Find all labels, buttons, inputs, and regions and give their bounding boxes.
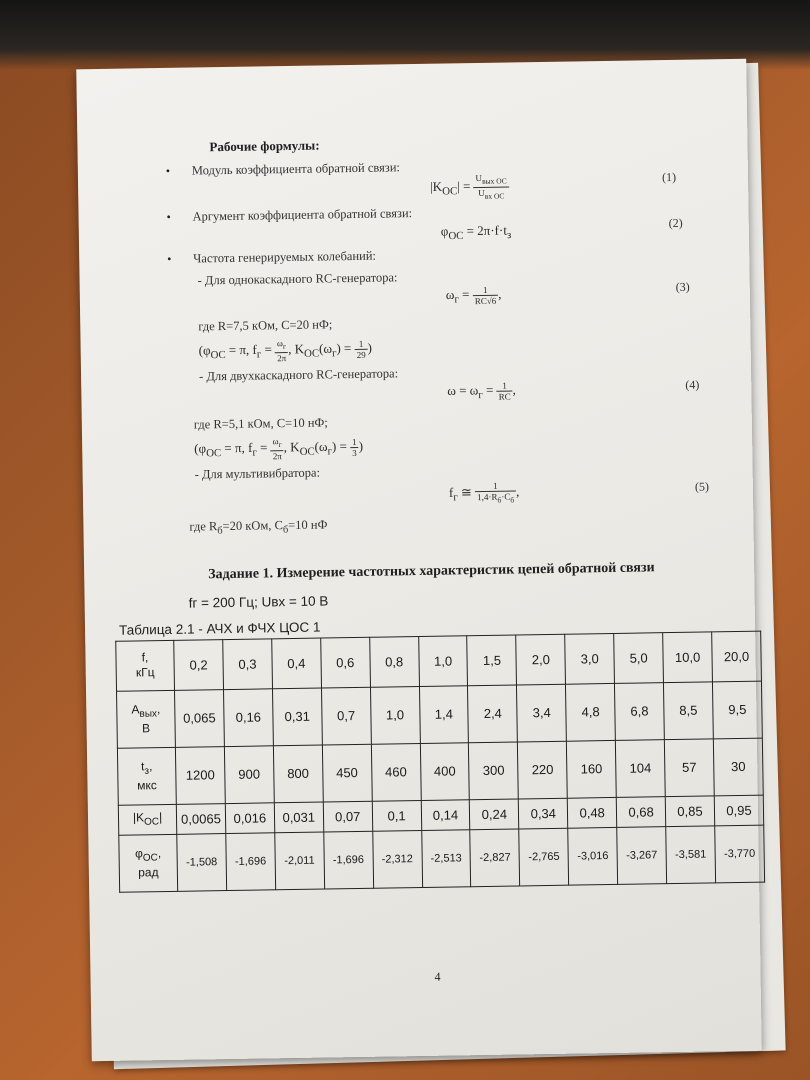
bullet-feedback-modulus: Модуль коэффициента обратной связи: bbox=[191, 160, 401, 178]
bullet-dot-icon: • bbox=[165, 163, 171, 178]
table-cell: 10,0 bbox=[663, 632, 713, 683]
formula-2-number: (2) bbox=[668, 215, 683, 231]
table-cell: -2,827 bbox=[470, 829, 520, 887]
formula-3: $\omega_г$ = $\frac{1}{RC√6}$ , bbox=[445, 284, 502, 307]
table-cell: 0,016 bbox=[225, 803, 274, 834]
bullet-dot-icon: • bbox=[166, 209, 171, 224]
table-row bbox=[119, 825, 765, 892]
frequency-response-table bbox=[115, 631, 765, 893]
table-cell: -2,513 bbox=[421, 830, 471, 888]
table-cell: 0,065 bbox=[175, 690, 225, 748]
table-cell: -3,267 bbox=[617, 827, 667, 885]
table-cell: 8,5 bbox=[664, 682, 714, 740]
table-cell: 0,3 bbox=[223, 639, 273, 690]
table-cell: 1,0 bbox=[418, 636, 468, 687]
table-cell: -2,312 bbox=[372, 830, 422, 888]
table-cell: 0,16 bbox=[223, 689, 273, 747]
table-cell: 0,85 bbox=[665, 796, 714, 827]
row-header-frequency: f, кГц bbox=[116, 640, 175, 691]
table-cell: -2,011 bbox=[275, 832, 325, 890]
table-cell: -3,770 bbox=[715, 825, 765, 883]
task-1-params: fг = 200 Гц; Uвх = 10 В bbox=[188, 593, 329, 611]
table-cell: 0,24 bbox=[470, 799, 519, 830]
table-cell: -1,508 bbox=[177, 834, 227, 892]
table-cell: 0,6 bbox=[320, 637, 370, 688]
table-cell: 450 bbox=[322, 744, 372, 802]
table-cell: 2,4 bbox=[468, 685, 518, 743]
table-caption: Таблица 2.1 - АЧХ и ФЧХ ЦОС 1 bbox=[118, 619, 321, 638]
table-cell: 800 bbox=[273, 745, 323, 803]
table-cell: 0,48 bbox=[568, 797, 617, 828]
one-stage-conditions: ($\varphi_{OC} = \pi$, $f_г$ = $\frac{\omega_г}{2\pi}$ , $K_{OC}(\omega_г)$ = $\frac{1}{29}$ ) bbox=[198, 338, 373, 363]
table-cell: 0,95 bbox=[714, 795, 763, 826]
table-cell: 0,2 bbox=[174, 640, 224, 691]
formula-2: $\varphi_{OC} = 2\pi\cdot f\cdot t_з$ bbox=[440, 222, 512, 243]
table-cell: 220 bbox=[518, 741, 568, 799]
table-cell: 160 bbox=[567, 740, 617, 798]
two-stage-rc-label: - Для двухкаскадного RC-генератора: bbox=[198, 366, 399, 384]
table-cell: 1,4 bbox=[419, 686, 469, 744]
table-row bbox=[117, 681, 763, 748]
bullet-oscillation-frequency: Частота генерируемых колебаний: bbox=[193, 248, 377, 266]
two-stage-conditions: ($\varphi_{OC} = \pi$, $f_г$ = $\frac{\omega_г}{2\pi}$ , $K_{OC}(\omega_г)$ = $\frac{1}{3}$ ) bbox=[194, 436, 364, 462]
bullet-dot-icon: • bbox=[167, 251, 172, 266]
table-cell: 3,4 bbox=[517, 684, 567, 742]
table-cell: -2,765 bbox=[519, 828, 569, 886]
one-stage-params: где R=7,5 кОм, C=20 нФ; bbox=[198, 317, 333, 334]
table-cell: 0,31 bbox=[272, 688, 322, 746]
table-cell: 104 bbox=[616, 740, 666, 798]
table-cell: -3,016 bbox=[568, 827, 618, 885]
document-page bbox=[76, 59, 761, 1061]
two-stage-params: где R=5,1 кОм, C=10 нФ; bbox=[193, 415, 328, 432]
table-cell: 4,8 bbox=[566, 683, 616, 741]
table-cell: -1,696 bbox=[323, 831, 373, 889]
table-cell: 3,0 bbox=[565, 633, 615, 684]
table-cell: 1,5 bbox=[467, 635, 517, 686]
table-cell: 0,34 bbox=[519, 798, 568, 829]
table-cell: 0,031 bbox=[274, 802, 323, 833]
formula-1-number: (1) bbox=[661, 169, 677, 185]
page-number: 4 bbox=[434, 969, 441, 984]
table-cell: 0,07 bbox=[323, 801, 372, 832]
table-cell: 0,7 bbox=[321, 687, 371, 745]
table-cell: 30 bbox=[713, 738, 763, 796]
table-cell: 400 bbox=[420, 743, 470, 801]
one-stage-rc-label: - Для однокаскадного RC-генератора: bbox=[197, 270, 398, 288]
formula-3-number: (3) bbox=[675, 279, 690, 294]
table-cell: 460 bbox=[371, 743, 421, 801]
row-header-delay: $t_з$, мкс bbox=[117, 747, 176, 805]
table-cell: -3,581 bbox=[666, 826, 716, 884]
row-header-gain: $|K_{OC}|$ bbox=[118, 804, 176, 835]
table-cell: 900 bbox=[224, 746, 274, 804]
task-1-title: Задание 1. Измерение частотных характеристик цепей обратной связи bbox=[208, 560, 655, 583]
table-cell: 9,5 bbox=[712, 681, 762, 739]
table-cell: 0,68 bbox=[616, 797, 665, 828]
formula-4-number: (4) bbox=[685, 377, 700, 392]
table-cell: 6,8 bbox=[615, 683, 665, 741]
multivibrator-label: - Для мультивибратора: bbox=[194, 465, 321, 482]
table-cell: 57 bbox=[664, 739, 714, 797]
formula-5-number: (5) bbox=[694, 479, 709, 494]
table-cell: 1,0 bbox=[370, 686, 420, 744]
row-header-phase: $\varphi_{OC}$, рад bbox=[119, 834, 178, 892]
table-cell: 0,1 bbox=[372, 800, 421, 831]
formula-5: $f_г$ ≅ $\frac{1}{1,4\cdot R_б\cdot C_б}$ , bbox=[448, 480, 520, 505]
table-row bbox=[117, 738, 763, 805]
table-cell: 0,14 bbox=[421, 800, 470, 831]
row-header-amplitude: $A_{вых}$, В bbox=[117, 690, 176, 748]
table-cell: 2,0 bbox=[516, 634, 566, 685]
multivibrator-params: где $R_б=20$ кОм, $C_б=10$ нФ bbox=[189, 517, 328, 537]
table-cell: 300 bbox=[469, 742, 519, 800]
table-cell: 5,0 bbox=[614, 633, 664, 684]
table-cell: 0,0065 bbox=[176, 804, 225, 835]
table-cell: 20,0 bbox=[712, 631, 762, 682]
formula-1: $|K_{OC}|$ = $\frac{U_{вых OC}}{U_{вх OC}}$ bbox=[430, 173, 509, 203]
table-cell: 1200 bbox=[175, 747, 225, 805]
table-cell: 0,8 bbox=[369, 637, 419, 688]
formulas-heading: Рабочие формулы: bbox=[209, 137, 320, 155]
table-cell: 0,4 bbox=[272, 638, 322, 689]
formula-4: $\omega = \omega_г$ = $\frac{1}{RC}$ , bbox=[447, 380, 516, 402]
table-cell: -1,696 bbox=[226, 833, 276, 891]
bullet-feedback-argument: Аргумент коэффициента обратной связи: bbox=[192, 206, 413, 224]
